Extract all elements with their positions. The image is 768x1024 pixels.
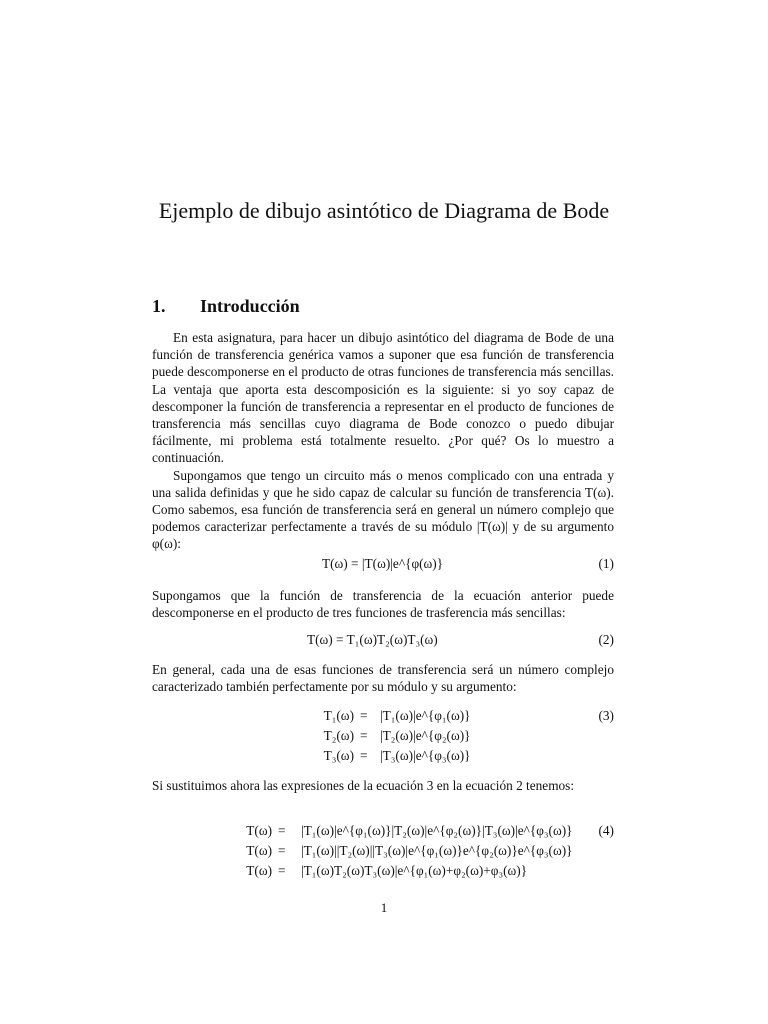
equation-4-row [152, 843, 614, 863]
equation-4-row [152, 823, 614, 843]
document-title: Ejemplo de dibujo asintótico de Diagrama de Bode [158, 198, 610, 223]
paragraph-3-block [152, 587, 614, 621]
equation-4-row [152, 863, 614, 883]
section-number: 1. [152, 296, 166, 316]
equation-3-rel: = [360, 728, 368, 743]
equation-4-rhs: |T₁(ω)T₂(ω)T₃(ω)|e^{φ₁(ω)+φ₂(ω)+φ₃(ω)} [301, 863, 528, 878]
equation-4-rel: = [278, 863, 286, 878]
equation-4-rel: = [278, 823, 286, 838]
equation-3-row [152, 708, 614, 728]
equation-4 [152, 823, 614, 883]
equation-3-row [152, 728, 614, 748]
intro-paragraphs [152, 329, 614, 553]
equation-4-rhs: |T₁(ω)||T₂(ω)||T₃(ω)|e^{φ₁(ω)}e^{φ₂(ω)}e^{φ₃(ω)} [301, 843, 573, 858]
equation-3-rel: = [360, 708, 368, 723]
paragraph-1: En esta asignatura, para hacer un dibujo asintótico del diagrama de Bode de una función de transferencia genérica vamos a suponer que esa función de transferencia puede descomponerse en el producto de otras funciones de transferencia más sencillas. La ventaja que aporta esta descomposición es la siguiente: si yo soy capaz de descomponer la función de transferencia a representar en el producto de funciones de transferencia más sencillas cuyo diagrama de Bode conozco o puedo dibujar fácilmente, mi problema está totalmente resuelto. ¿Por qué? Os lo muestro a continuación. [152, 330, 614, 466]
equation-3-lhs: T₁(ω) [323, 708, 354, 723]
equation-3-rel: = [360, 748, 368, 763]
section-heading [152, 296, 300, 317]
equation-4-lhs: T(ω) [246, 823, 272, 838]
equation-4-lhs: T(ω) [246, 843, 272, 858]
equation-3 [152, 708, 614, 768]
paragraph-4: En general, cada una de esas funciones de transferencia será un número complejo caracterizado también perfectamente por su módulo y su argumento: [152, 662, 614, 695]
equation-2-number: (2) [598, 632, 614, 647]
equation-2-math: T(ω) = T₁(ω)T₂(ω)T₃(ω) [307, 632, 438, 647]
section-title: Introducción [200, 296, 300, 316]
equation-4-rhs: |T₁(ω)|e^{φ₁(ω)}|T₂(ω)|e^{φ₂(ω)}|T₃(ω)|e^{φ₃(ω)} [301, 823, 573, 838]
paragraph-5: Si sustituimos ahora las expresiones de la ecuación 3 en la ecuación 2 tenemos: [152, 778, 575, 793]
equation-3-number: (3) [598, 708, 614, 723]
equation-4-number: (4) [598, 823, 614, 838]
equation-3-rhs: |T₃(ω)|e^{φ₃(ω)} [380, 748, 471, 763]
paragraph-4-block [152, 661, 614, 695]
equation-1-number: (1) [598, 556, 614, 571]
equation-3-row [152, 748, 614, 768]
paragraph-3: Supongamos que la función de transferencia de la ecuación anterior puede descomponerse en el producto de tres funciones de trasferencia más sencillas: [152, 588, 614, 621]
equation-4-rel: = [278, 843, 286, 858]
paragraph-2: Supongamos que tengo un circuito más o menos complicado con una entrada y una salida definidas y que he sido capaz de calcular su función de transferencia T(ω). Como sabemos, esa función de transferencia será en general un número complejo que podemos caracterizar perfectamente a través de su módulo |T(ω)| y de su argumento φ(ω): [152, 467, 614, 552]
paragraph-5-block [152, 777, 614, 794]
equation-3-rhs: |T₁(ω)|e^{φ₁(ω)} [380, 708, 471, 723]
equation-3-lhs: T₃(ω) [323, 748, 354, 763]
equation-4-lhs: T(ω) [246, 863, 272, 878]
page-number: 1 [380, 900, 388, 915]
equation-1-math: T(ω) = |T(ω)|e^{φ(ω)} [322, 556, 444, 571]
equation-3-lhs: T₂(ω) [323, 728, 354, 743]
equation-3-rhs: |T₂(ω)|e^{φ₂(ω)} [380, 728, 471, 743]
